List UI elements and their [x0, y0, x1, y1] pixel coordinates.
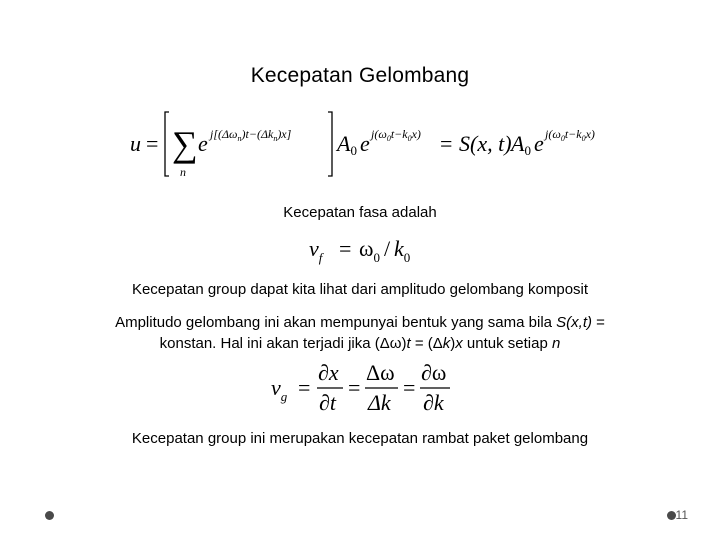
- eq1-equals: =: [146, 131, 159, 156]
- eq1-right-bracket: [328, 112, 332, 176]
- phase-velocity-equation: [305, 232, 425, 268]
- eq3-num3: ∂ω: [421, 360, 447, 385]
- page-number: 11: [675, 508, 688, 522]
- eq2-omega: $\omega_0$: [359, 236, 380, 265]
- eq1-sum: ∑: [172, 124, 198, 164]
- eq1-equals2: =: [440, 131, 453, 156]
- eq1-exponent1: $j[(\Delta\omega_n)t-(\Delta k_n)x]$: [210, 127, 292, 143]
- eq3-equals2: =: [348, 375, 361, 400]
- group-velocity-intro: Kecepatan group dapat kita lihat dari amplitudo gelombang komposit: [131, 281, 589, 298]
- eq1-e: e: [198, 131, 208, 156]
- eq1-sum-index: n: [180, 165, 186, 179]
- phase-velocity-label: Kecepatan fasa adalah: [283, 204, 437, 221]
- conclusion-text: Kecepatan group ini merupakan kecepatan rambat paket gelombang: [131, 430, 589, 447]
- eq3-num2: Δω: [366, 360, 395, 385]
- eq1-u: u: [130, 131, 141, 156]
- eq2-slash: /: [384, 236, 391, 261]
- eq3-equals3: =: [403, 375, 416, 400]
- eq3-num1: ∂x: [318, 360, 339, 385]
- eq2-equals: =: [339, 236, 352, 261]
- slide-title: Kecepatan Gelombang: [250, 64, 470, 87]
- group-velocity-equation: [268, 358, 458, 418]
- eq3-den2: Δk: [368, 390, 391, 415]
- eq3-den3: ∂k: [423, 390, 444, 415]
- eq3-v: $v_g$: [271, 375, 288, 404]
- left-decorative-dot: [45, 511, 54, 520]
- composite-wave-equation: [125, 104, 625, 184]
- eq3-equals1: =: [298, 375, 311, 400]
- eq2-k: $k_0$: [394, 236, 411, 265]
- eq3-den1: ∂t: [319, 390, 336, 415]
- eq1-exponent2: $j(\omega_0t-k_0x)$: [371, 127, 421, 143]
- eq1-e2: e: [360, 131, 370, 156]
- eq1-A0: A0: [337, 131, 357, 158]
- eq2-v: $v_f$: [309, 236, 323, 265]
- eq1-S: S(x, t): [459, 131, 512, 156]
- eq1-left-bracket: [165, 112, 169, 176]
- eq1-exponent3: $j(\omega_0t-k_0x)$: [545, 127, 595, 143]
- eq1-A0b: A0: [511, 131, 531, 158]
- amplitude-condition-text: Amplitudo gelombang ini akan mempunyai bentuk yang sama bila S(x,t) = konstan. Hal ini akan terjadi jika (Δω)t = (Δk)x untuk setiap n: [115, 314, 605, 352]
- eq1-e3: e: [534, 131, 544, 156]
